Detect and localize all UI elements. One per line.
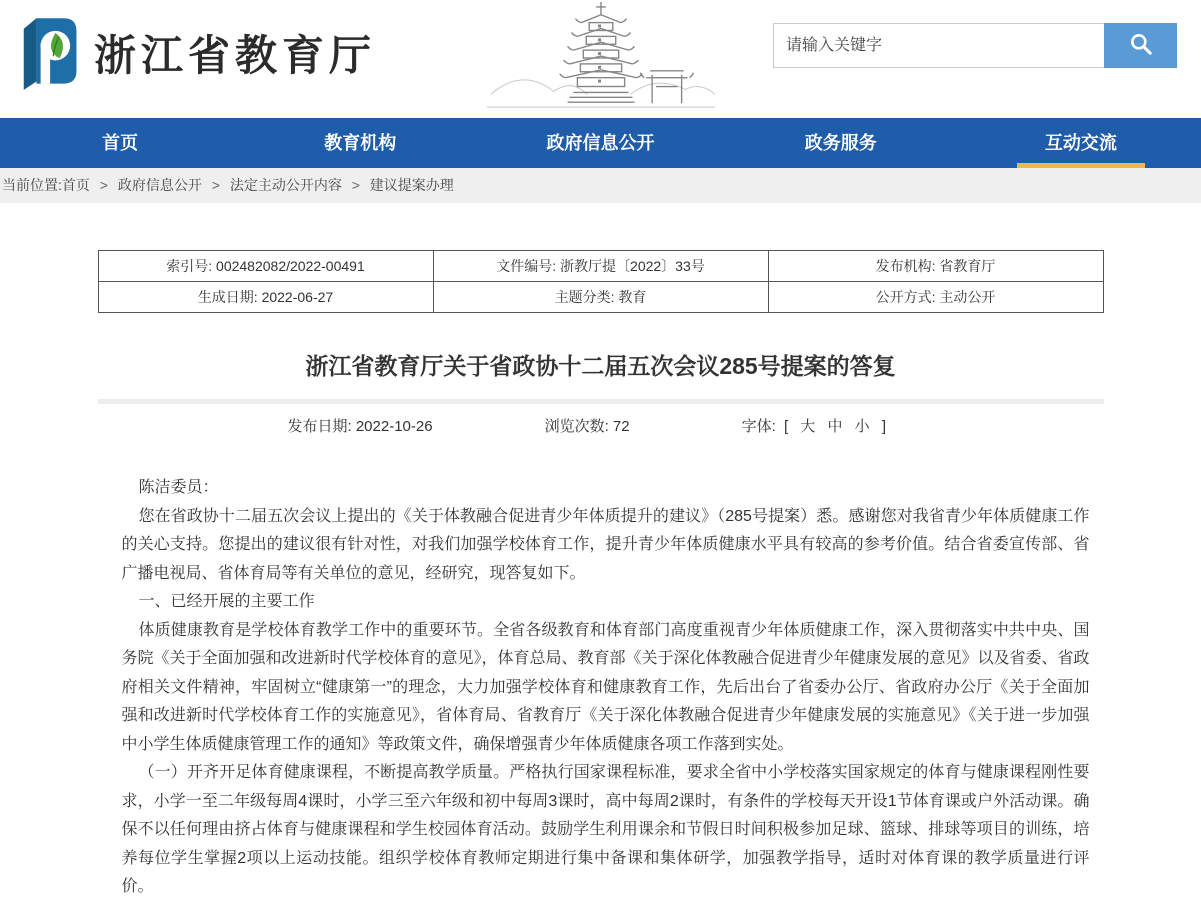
nav-item-interaction[interactable]: 互动交流 (961, 118, 1201, 168)
table-row (98, 282, 1103, 313)
font-size-small[interactable]: 小 (854, 417, 870, 435)
nav-item-home[interactable]: 首页 (102, 133, 139, 153)
paragraph-main-work: 体质健康教育是学校体育教学工作中的重要环节。全省各级教育和体育部门高度重视青少年体质健康工作，深入贯彻落实中共中央、国务院《关于全面加强和改进新时代学校体育的意见》，体育总局、教育部《关于深化体教融合促进青少年健康发展的意见》以及省委、省政府相关文件精神，牢固树立“健康第一”的理念，大力加强学校体育和健康教育工作，先后出台了省委办公厅、省政府办公厅《关于全面加强和改进新时代学校体育工作的实施意见》，省体育局、省教育厅《关于深化体教融合促进青少年健康发展的实施意见》《关于进一步加强中小学生体质健康管理工作的通知》等政策文件，确保增强青少年体质健康各项工作落到实处。 (121, 621, 1090, 753)
site-name: 浙江省教育厅 (94, 31, 377, 80)
doc-create-date: 生成日期: 2022-06-27 (98, 282, 433, 313)
main-nav (0, 118, 1201, 168)
doc-topic-category: 主题分类: 教育 (433, 282, 768, 313)
breadcrumb-item-proposals[interactable]: 建议提案办理 (369, 177, 454, 193)
table-row (98, 251, 1103, 282)
article-meta (98, 413, 1104, 437)
site-logo[interactable] (10, 14, 376, 92)
doc-info-table (98, 250, 1104, 313)
nav-item-services[interactable]: 政务服务 (804, 133, 877, 153)
view-count: 浏览次数: 72 (544, 417, 630, 435)
breadcrumb-separator: > (211, 177, 220, 193)
breadcrumb-item-disclosure[interactable]: 法定主动公开内容 (229, 177, 342, 193)
breadcrumb-item-gov-info[interactable]: 政府信息公开 (117, 177, 202, 193)
search-button[interactable] (1104, 23, 1177, 68)
paragraph-salutation: 陈洁委员： (138, 479, 219, 496)
bracket-open: [ (783, 417, 789, 435)
doc-file-number: 文件编号: 浙教厅提〔2022〕33号 (433, 251, 768, 282)
doc-disclosure-method: 公开方式: 主动公开 (768, 282, 1103, 313)
page-title: 浙江省教育厅关于省政协十二届五次会议285号提案的答复 (305, 353, 896, 379)
title-divider (98, 399, 1104, 404)
search-box (773, 23, 1177, 68)
doc-issuing-agency: 发布机构: 省教育厅 (768, 251, 1103, 282)
search-icon (1128, 31, 1154, 60)
article-body (98, 474, 1104, 902)
nav-item-institutions[interactable]: 教育机构 (324, 133, 397, 153)
font-size-large[interactable]: 大 (800, 417, 816, 435)
breadcrumb-item-home[interactable]: 首页 (61, 177, 90, 193)
book-leaf-logo-icon (10, 14, 86, 92)
paragraph-section-heading: 一、已经开展的主要工作 (138, 593, 315, 610)
doc-index-number: 索引号: 002482082/2022-00491 (98, 251, 433, 282)
content-area (98, 250, 1104, 902)
paragraph-intro: 您在省政协十二届五次会议上提出的《关于体教融合促进青少年体质提升的建议》（285号提案）悉。感谢您对我省青少年体质健康工作的关心支持。您提出的建议很有针对性，对我们加强学校体育工作，提升青少年体质健康水平具有较高的参考价值。结合省委宣传部、省广播电视局、省体育局等有关单位的意见，经研究，现答复如下。 (121, 507, 1090, 582)
breadcrumb-separator: > (351, 177, 360, 193)
site-header (0, 0, 1201, 118)
search-input[interactable] (773, 23, 1104, 68)
font-size-medium[interactable]: 中 (827, 417, 843, 435)
paragraph-item-one: （一）开齐开足体育健康课程，不断提高教学质量。严格执行国家课程标准，要求全省中小学校落实国家规定的体育与健康课程刚性要求，小学一至二年级每周4课时，小学三至六年级和初中每周3课时，高中每周2课时，有条件的学校每天开设1节体育课或户外活动课。确保不以任何理由挤占体育与健康课程和学生校园体育活动。鼓励学生利用课余和节假日时间积极参加足球、篮球、排球等项目的训练，培养每位学生掌握2项以上运动技能。组织学校体育教师定期进行集中备课和集体研学，加强教学指导，适时对体育课的教学质量进行评价。 (121, 764, 1090, 895)
nav-item-gov-info[interactable]: 政府信息公开 (546, 133, 655, 153)
breadcrumb (0, 168, 1201, 203)
bracket-close: ] (881, 417, 887, 435)
pagoda-illustration (481, 0, 721, 116)
font-size-switch (742, 415, 890, 436)
breadcrumb-separator: > (99, 177, 108, 193)
publish-date: 发布日期: 2022-10-26 (287, 417, 433, 435)
breadcrumb-location-label: 当前位置: (2, 177, 62, 193)
font-size-label: 字体: (741, 417, 776, 435)
